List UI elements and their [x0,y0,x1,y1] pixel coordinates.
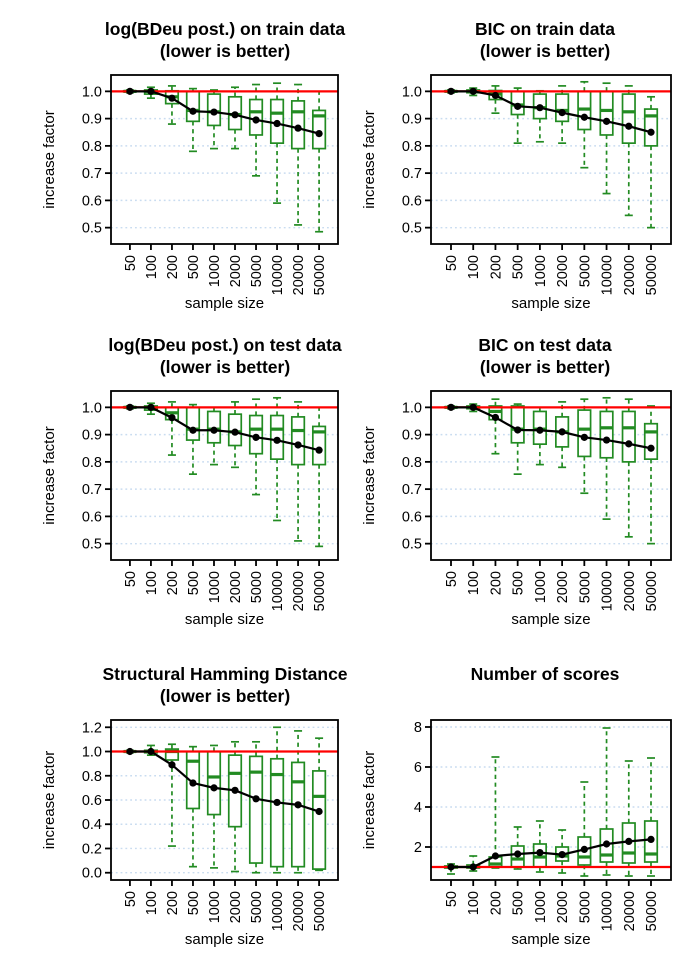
box-500 [511,404,524,474]
svg-text:0.5: 0.5 [401,536,422,553]
y-axis-label: increase factor [41,110,58,209]
svg-text:5000: 5000 [249,255,266,288]
svg-text:10000: 10000 [599,254,616,296]
box-20000 [623,86,636,215]
chart-title-line2: (lower is better) [159,41,291,61]
box-50000 [645,406,658,544]
svg-text:200: 200 [164,255,181,280]
svg-text:100: 100 [466,255,483,280]
svg-text:2000: 2000 [228,891,245,924]
mean-line [451,839,651,867]
y-axis [82,400,111,552]
svg-text:6: 6 [413,760,422,776]
chart-title-line2: (lower is better) [479,41,611,61]
box-5000 [578,82,591,168]
chart-panel-log-bdeu-test [40,332,360,648]
y-axis-label: increase factor [41,750,58,850]
chart-panel-structural-hamming-distance [40,648,360,964]
svg-text:5000: 5000 [577,891,594,924]
svg-text:8: 8 [413,720,422,736]
svg-text:1000: 1000 [532,571,549,604]
x-axis [444,880,660,931]
x-axis [444,244,660,295]
svg-text:5000: 5000 [577,571,594,604]
y-axis-label: increase factor [361,110,378,209]
boxplot-svg-number-of-scores [360,648,680,964]
box-50000 [313,738,326,870]
svg-text:2000: 2000 [555,255,572,288]
chart-title-line1: log(BDeu post.) on test data [108,335,342,355]
chart-panel-log-bdeu-train [40,16,360,332]
svg-text:500: 500 [185,571,202,596]
svg-text:0.6: 0.6 [401,509,422,526]
box-20000 [292,85,305,225]
svg-text:2000: 2000 [228,571,245,604]
boxplots [445,398,658,544]
y-axis [402,400,431,552]
svg-text:50: 50 [122,571,139,588]
box-50000 [645,758,658,876]
svg-text:5000: 5000 [577,254,594,288]
svg-text:4: 4 [413,800,422,816]
svg-text:500: 500 [510,571,527,596]
chart-panel-bic-test [360,332,680,648]
svg-text:0.8: 0.8 [81,768,102,785]
svg-text:0.6: 0.6 [81,193,102,210]
svg-text:5000: 5000 [249,571,266,604]
box-200 [489,86,502,113]
svg-text:200: 200 [164,571,181,596]
svg-text:2: 2 [413,840,422,856]
box-500 [511,827,524,869]
svg-text:1.0: 1.0 [81,84,102,101]
svg-text:50000: 50000 [644,571,660,612]
svg-text:5000: 5000 [249,891,266,924]
box-5000 [250,399,263,494]
box-1000 [208,407,221,464]
chart-title-line2: (lower is better) [159,686,291,706]
box-1000 [208,745,221,867]
x-axis-label: sample size [184,611,265,628]
box-5000 [578,399,591,493]
svg-text:500: 500 [185,891,202,916]
x-axis-label: sample size [184,931,265,948]
svg-text:10000: 10000 [270,571,287,612]
svg-text:1000: 1000 [206,571,223,604]
chart-title-line1: Structural Hamming Distance [102,664,348,684]
box-200 [166,744,179,846]
svg-text:100: 100 [143,891,160,916]
x-axis [123,244,328,295]
box-10000 [600,83,613,193]
svg-text:50: 50 [122,255,139,272]
box-50000 [313,407,326,546]
x-axis [444,560,660,611]
box-1000 [534,407,547,464]
svg-text:0.6: 0.6 [81,509,102,526]
x-axis-label: sample size [184,295,265,312]
svg-text:500: 500 [185,255,202,280]
svg-text:2000: 2000 [228,255,245,288]
box-10000 [600,398,613,519]
box-1000 [534,91,547,142]
svg-text:0.8: 0.8 [401,454,422,471]
svg-text:1000: 1000 [532,255,549,288]
svg-text:0.8: 0.8 [81,138,102,155]
svg-text:200: 200 [488,891,505,916]
y-axis-label: increase factor [361,750,378,850]
mean-line [451,407,651,448]
svg-text:0.7: 0.7 [81,482,102,499]
svg-text:0.9: 0.9 [81,427,102,444]
svg-text:0.7: 0.7 [81,166,102,183]
svg-text:0.5: 0.5 [81,536,102,553]
chart-title-line2: (lower is better) [159,357,291,377]
boxplot-svg-structural-hamming-distance [40,648,360,964]
x-axis-label: sample size [511,611,591,628]
box-20000 [623,761,636,876]
svg-text:1000: 1000 [206,891,223,924]
svg-text:0.9: 0.9 [81,111,102,128]
svg-text:200: 200 [488,255,505,280]
svg-text:20000: 20000 [621,255,638,296]
y-axis [414,720,431,856]
box-10000 [271,398,284,521]
box-500 [187,405,200,475]
box-200 [489,757,502,868]
svg-text:2000: 2000 [555,571,572,604]
svg-text:20000: 20000 [291,891,308,932]
boxplots [124,398,326,547]
boxplots [124,727,326,872]
svg-text:10000: 10000 [599,571,616,612]
svg-text:0.8: 0.8 [401,138,422,155]
x-axis-label: sample size [511,931,591,948]
mean-line [130,91,319,133]
svg-text:1000: 1000 [206,255,223,288]
svg-text:1.0: 1.0 [401,400,422,417]
box-1000 [208,90,221,149]
svg-text:0.8: 0.8 [81,454,102,471]
svg-text:0.9: 0.9 [401,427,422,444]
box-10000 [271,83,284,203]
svg-text:50: 50 [444,255,460,272]
box-500 [187,89,200,152]
box-5000 [250,85,263,176]
svg-text:10000: 10000 [270,891,287,932]
svg-text:50000: 50000 [644,891,660,932]
svg-text:50: 50 [122,891,139,908]
x-axis-label: sample size [511,295,591,312]
svg-text:1.2: 1.2 [81,720,102,737]
svg-text:100: 100 [143,255,160,280]
svg-text:100: 100 [466,571,483,596]
svg-text:100: 100 [143,571,160,596]
chart-title-line2: Number of scores [470,664,620,684]
svg-text:50000: 50000 [312,255,329,296]
y-axis [402,84,431,236]
svg-text:0.4: 0.4 [81,817,102,834]
svg-text:0.0: 0.0 [81,865,102,882]
mean-line [130,407,319,450]
y-axis [82,84,111,236]
boxplots [445,82,658,228]
svg-text:200: 200 [488,571,505,596]
svg-text:50: 50 [444,891,460,908]
box-10000 [600,728,613,875]
box-500 [511,88,524,143]
svg-text:1.0: 1.0 [401,84,422,101]
svg-text:1.0: 1.0 [81,744,102,761]
boxplot-svg-bic-train [360,16,680,332]
svg-text:10000: 10000 [270,255,287,296]
mean-line [130,752,319,812]
mean-line [451,91,651,132]
y-axis-label: increase factor [41,426,58,525]
box-50000 [313,91,326,231]
box-50000 [645,97,658,228]
svg-text:0.5: 0.5 [401,220,422,237]
chart-title-line1: BIC on test data [478,335,612,355]
svg-text:0.5: 0.5 [81,220,102,237]
svg-text:50: 50 [444,571,460,588]
svg-text:200: 200 [164,891,181,916]
x-axis [123,880,328,931]
x-axis [123,560,328,611]
svg-text:50000: 50000 [312,891,329,932]
svg-text:20000: 20000 [291,571,308,612]
box-1000 [534,821,547,872]
svg-text:20000: 20000 [621,571,638,612]
svg-text:500: 500 [510,891,527,916]
chart-panel-number-of-scores [360,648,680,964]
chart-panel-bic-train [360,16,680,332]
box-5000 [250,742,263,873]
box-5000 [578,782,591,876]
y-axis [82,720,111,881]
svg-text:1000: 1000 [532,891,549,924]
svg-text:500: 500 [510,255,527,280]
svg-text:2000: 2000 [555,891,572,924]
box-20000 [292,402,305,541]
svg-text:50000: 50000 [644,255,660,296]
boxplots [124,83,326,232]
chart-title-line1: log(BDeu post.) on train data [104,19,346,39]
box-200 [166,402,179,455]
svg-text:0.7: 0.7 [401,482,422,499]
svg-text:0.6: 0.6 [401,193,422,210]
svg-text:20000: 20000 [291,255,308,296]
svg-text:100: 100 [466,891,483,916]
svg-text:50000: 50000 [312,571,329,612]
boxplot-svg-log-bdeu-train [40,16,360,332]
chart-title-line2: (lower is better) [479,357,611,377]
box-2000 [229,742,242,872]
svg-text:0.2: 0.2 [81,841,102,858]
svg-text:10000: 10000 [599,891,616,932]
svg-text:0.6: 0.6 [81,793,102,809]
svg-text:20000: 20000 [621,891,638,932]
chart-title-line1: BIC on train data [474,19,615,39]
y-axis-label: increase factor [361,426,378,525]
svg-text:0.7: 0.7 [401,166,422,183]
boxplot-svg-bic-test [360,332,680,648]
svg-text:1.0: 1.0 [81,400,102,417]
svg-text:0.9: 0.9 [401,111,422,128]
boxplot-svg-log-bdeu-test [40,332,360,648]
